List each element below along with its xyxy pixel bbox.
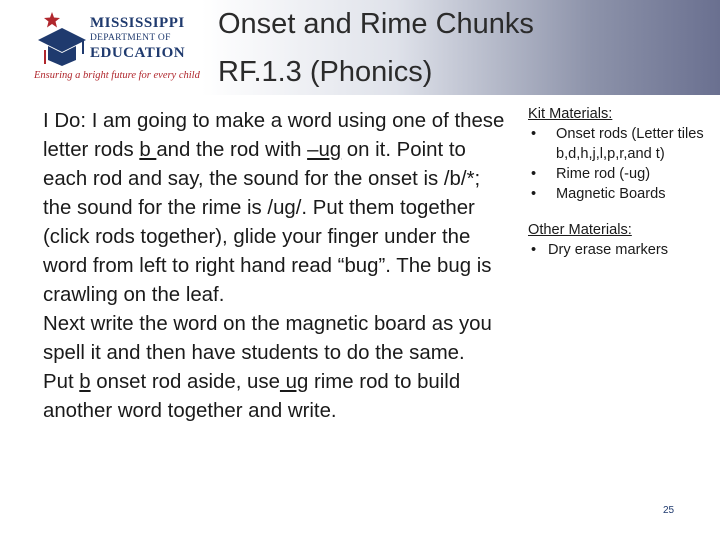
materials-panel (528, 104, 716, 260)
instruction-paragraph-3: Put b onset rod aside, use ug rime rod to build another word together and write. (43, 371, 461, 422)
other-materials-list (528, 240, 716, 260)
kit-materials-heading: Kit Materials: (528, 106, 613, 122)
onset-b: b (139, 139, 157, 161)
slide-subtitle: RF.1.3 (Phonics) (218, 56, 433, 88)
instruction-paragraph-1: I Do: I am going to make a word using one of these letter rods b and the rod with –ug on it. Point to each rod and say, the sound for the onset is /b/*; the sound for the rime is /ug/. Put them together (click rods together), glide your finger under the word from left to right hand read “bug”. The bug is crawling on the leaf. (43, 110, 505, 306)
graduation-cap-icon (36, 20, 88, 68)
list-item: • Rime rod (-ug) (531, 166, 651, 182)
logo-line-1: MISSISSIPPI (90, 15, 185, 31)
logo-line-3: EDUCATION (90, 45, 186, 61)
list-item: • Onset rods (Letter tiles b,d,h,j,l,p,r,and t) (531, 126, 704, 162)
mde-logo (4, 6, 214, 86)
kit-materials-list (528, 124, 716, 204)
title-banner (0, 0, 720, 95)
instruction-paragraph-2: Next write the word on the magnetic board as you spell it and then have students to do the same. (43, 313, 492, 364)
rime-ug: –ug (307, 139, 342, 161)
logo-tagline: Ensuring a bright future for every child (34, 70, 200, 81)
logo-line-2: DEPARTMENT OF (90, 33, 171, 43)
other-materials-heading: Other Materials: (528, 222, 632, 238)
slide-title: Onset and Rime Chunks (218, 8, 534, 40)
list-item: • Magnetic Boards (531, 186, 666, 202)
lead-label: I Do: (43, 110, 87, 132)
instruction-text (43, 107, 511, 426)
page-number: 25 (663, 505, 675, 516)
list-item: • Dry erase markers (531, 242, 669, 258)
